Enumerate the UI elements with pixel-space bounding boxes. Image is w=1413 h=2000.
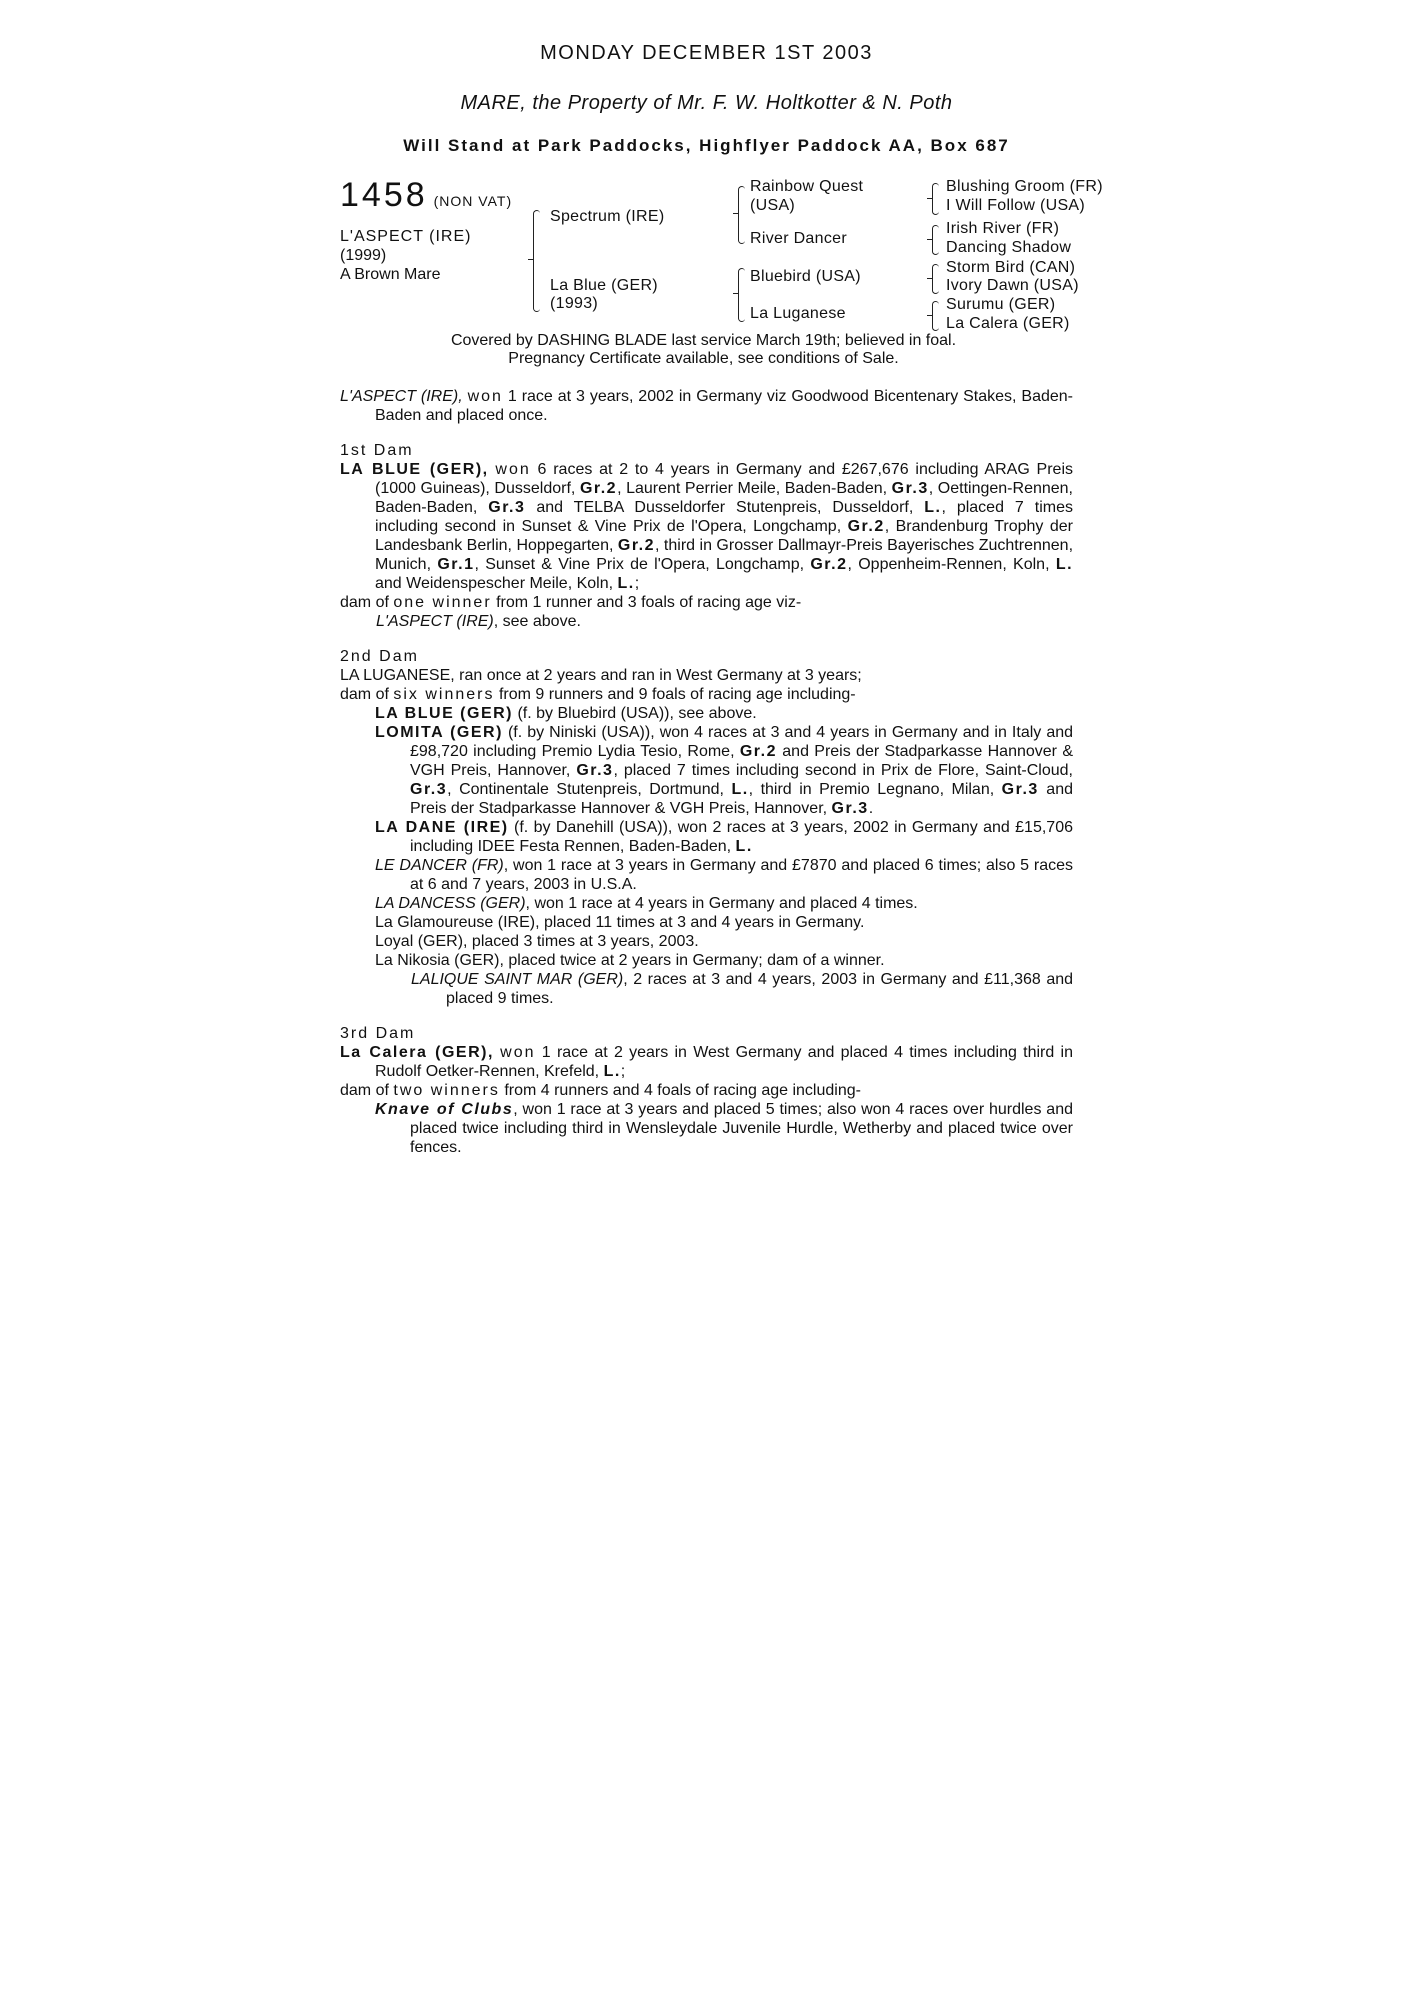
record-text: ; [634, 575, 640, 592]
grade: Gr.1 [437, 556, 475, 573]
dam-dam: La Luganese [750, 305, 846, 322]
foal-text: , 2 races at 3 and 4 years, 2003 in Germany and £11,368 and placed 9 times. [446, 971, 1074, 1007]
foal-text: and Preis der Stadparkasse Hannover & VGH Preis, Hannover, [410, 743, 1073, 779]
brace-sd-point [927, 239, 933, 240]
foal-text: , placed 7 times including second in Prix de Flore, Saint-Cloud, [613, 762, 1073, 779]
dam-sire-dam: Ivory Dawn (USA) [946, 277, 1079, 294]
foal-text: . [868, 800, 874, 817]
brace-sd [932, 225, 939, 255]
foal-name: LALIQUE SAINT MAR (GER) [411, 971, 624, 988]
record-text: , Brandenburg Trophy der Landesbank Berlin, Hoppegarten, [375, 518, 1073, 554]
foal-text: (f. by Bluebird (USA)), see above. [517, 705, 757, 722]
foal-name: Knave of Clubs [375, 1101, 514, 1118]
sale-date: MONDAY DECEMBER 1ST 2003 [540, 42, 873, 64]
grade: Gr.2 [579, 480, 618, 497]
grade: L. [1055, 556, 1074, 573]
grand-foal-entry [340, 970, 1073, 1008]
grade: Gr.2 [810, 556, 848, 573]
dam-sire: Bluebird (USA) [750, 268, 861, 285]
foal-entry: La Glamoureuse (IRE), placed 11 times at 3 and 4 years in Germany. [375, 914, 865, 931]
grade: Gr.3 [831, 800, 869, 817]
record-text: , Laurent Perrier Meile, Baden-Baden, [617, 480, 888, 497]
first-dam-heading: 1st Dam [340, 442, 414, 459]
record-text: 1 race at 2 years in West Germany and placed 4 times including third in Rudolf Oetker-Rennen, Krefeld, [375, 1044, 1073, 1080]
foal-text: , won 1 race at 3 years in Germany and £7870 and placed 6 times; also 5 races at 6 and 7 years, 2003 in U.S.A. [410, 857, 1073, 893]
vat-status: (NON VAT) [433, 193, 513, 209]
foal-text: , won 1 race at 3 years and placed 5 times; also won 4 races over hurdles and placed twice including third in Wensleydale Juvenile Hurdle, Wetherby and placed twice over fences. [410, 1101, 1073, 1156]
property-line: MARE, the Property of Mr. F. W. Holtkotter & N. Poth [460, 92, 953, 114]
lot-number: 1458 [340, 176, 428, 214]
third-dam-paragraph [340, 1043, 1073, 1081]
dam-of-text: dam of [340, 594, 389, 611]
winners-count: one winner [393, 594, 492, 611]
foal-entry: La Nikosia (GER), placed twice at 2 years in Germany; dam of a winner. [375, 952, 885, 969]
horse-year: (1999) [340, 247, 387, 264]
covering-note [340, 332, 1067, 368]
won-word: won [467, 388, 503, 405]
grade: Gr.2 [617, 537, 656, 554]
foal-entry [340, 894, 1073, 913]
foal-text: , third in Premio Legnano, Milan, [748, 781, 995, 798]
certificate-line: Pregnancy Certificate available, see conditions of Sale. [508, 350, 899, 367]
brace-dam [738, 268, 745, 322]
grade: L. [735, 838, 753, 855]
foal-name: LOMITA (GER) [375, 724, 503, 741]
dam-of-text: dam of [340, 686, 389, 703]
horse-description: A Brown Mare [340, 266, 441, 283]
dam-dam-sire: Surumu (GER) [946, 296, 1056, 313]
foal-entry [340, 1100, 1073, 1157]
record-text: , placed 7 times including second in Sunset & Vine Prix de l'Opera, Longchamp, [375, 499, 1073, 535]
third-dam-name: La Calera (GER), [340, 1044, 494, 1061]
stand-location: Will Stand at Park Paddocks, Highflyer Paddock AA, Box 687 [403, 136, 1010, 155]
grade: Gr.3 [488, 499, 526, 516]
sire-sire-sire: Blushing Groom (FR) [946, 178, 1103, 195]
brace-dd [932, 301, 939, 331]
foal-text: , Continentale Stutenpreis, Dortmund, [447, 781, 724, 798]
third-dam-heading: 3rd Dam [340, 1025, 416, 1042]
grade: Gr.3 [891, 480, 929, 497]
grade: L. [924, 499, 942, 516]
won-word: won [500, 1044, 536, 1061]
brace-ds-point [927, 278, 933, 279]
brace-level1 [533, 210, 540, 312]
second-dam-produce [340, 685, 1073, 704]
grade: Gr.3 [576, 762, 614, 779]
foal-entry: Loyal (GER), placed 3 times at 3 years, 2003. [375, 933, 699, 950]
sire-sire: Rainbow Quest [750, 178, 864, 195]
dam-dam-dam: La Calera (GER) [946, 315, 1070, 332]
brace-ss-point [927, 198, 933, 199]
produce-record [340, 387, 1073, 1157]
horse-info [340, 227, 471, 284]
dam-of-text: from 4 runners and 4 foals of racing age including- [504, 1082, 861, 1099]
sire-sire-dam: I Will Follow (USA) [946, 197, 1086, 214]
lot-name-italic: L'ASPECT (IRE), [340, 388, 463, 405]
brace-level1-point [528, 259, 534, 260]
dam-year: (1993) [550, 295, 599, 312]
winners-count: six winners [393, 686, 495, 703]
sire-dam-dam: Dancing Shadow [946, 239, 1072, 256]
record-text: , Oettingen-Rennen, Baden-Baden, [375, 480, 1073, 516]
won-word: won [495, 461, 531, 478]
second-dam-line: LA LUGANESE, ran once at 2 years and ran in West Germany at 3 years; [340, 667, 862, 684]
brace-ds [932, 264, 939, 294]
horse-name: L'ASPECT (IRE) [340, 228, 472, 245]
dam-sire-sire: Storm Bird (CAN) [946, 259, 1076, 276]
dam-of-text: dam of [340, 1082, 389, 1099]
sire-name: Spectrum (IRE) [550, 208, 665, 225]
grade: L. [603, 1063, 621, 1080]
foal-name: L'ASPECT (IRE) [376, 613, 494, 630]
grade: Gr.2 [739, 743, 777, 760]
dam-of-text: from 9 runners and 9 foals of racing age including- [498, 686, 856, 703]
foal-entry [340, 818, 1073, 856]
foal-text: (f. by Niniski (USA)), won 4 races at 3 and 4 years in Germany and in Italy and £98,720 including Premio Lydia Tesio, Rome, [410, 724, 1074, 760]
grade: L. [731, 781, 749, 798]
dam-name: La Blue (GER) [550, 277, 658, 294]
foal-text: (f. by Danehill (USA)), won 2 races at 3 years, 2002 in Germany and £15,706 including IDEE Festa Rennen, Baden-Baden, [410, 819, 1073, 855]
grade: L. [617, 575, 635, 592]
sire-dam: River Dancer [750, 230, 847, 247]
sire-dam-sire: Irish River (FR) [946, 220, 1060, 237]
brace-ss [932, 183, 939, 215]
dam-of-text: from 1 runner and 3 foals of racing age viz- [496, 594, 802, 611]
first-dam-name: LA BLUE (GER), [340, 461, 489, 478]
lot-number-block [340, 176, 512, 215]
first-dam-produce [340, 593, 1073, 612]
second-dam-heading: 2nd Dam [340, 648, 419, 665]
covered-line: Covered by DASHING BLADE last service March 19th; believed in foal. [450, 332, 957, 349]
record-text: 6 races at 2 to 4 years in Germany and £267,676 including ARAG Preis (1000 Guineas), Dusseldorf, [375, 461, 1074, 497]
record-text: and Weidenspescher Meile, Koln, [375, 575, 614, 592]
intro-text: 1 race at 3 years, 2002 in Germany viz Goodwood Bicentenary Stakes, Baden-Baden and placed once. [375, 388, 1073, 424]
foal-entry [340, 704, 1073, 723]
intro-paragraph [340, 387, 1073, 425]
foal-name: LA BLUE (GER) [375, 705, 514, 722]
foal-name: LE DANCER (FR) [375, 857, 504, 874]
brace-dam-point [733, 293, 739, 294]
record-text: , Oppenheim-Rennen, Koln, [847, 556, 1050, 573]
first-dam-paragraph [340, 460, 1073, 593]
foal-entry [340, 723, 1073, 818]
third-dam-produce [340, 1081, 1073, 1100]
record-text: ; [620, 1063, 626, 1080]
grade: Gr.3 [1001, 781, 1039, 798]
foal-name: LA DANE (IRE) [375, 819, 509, 836]
brace-sire-point [733, 213, 739, 214]
record-text: , third in Grosser Dallmayr-Preis Bayerisches Zuchtrennen, Munich, [375, 537, 1074, 573]
record-text: and TELBA Dusseldorfer Stutenpreis, Dusseldorf, [536, 499, 914, 516]
brace-sire [738, 186, 745, 244]
brace-dd-point [927, 315, 933, 316]
record-text: , Sunset & Vine Prix de l'Opera, Longchamp, [474, 556, 805, 573]
grade: Gr.2 [847, 518, 885, 535]
grade: Gr.3 [410, 781, 448, 798]
foal-text: , won 1 race at 4 years in Germany and placed 4 times. [525, 895, 918, 912]
foal-text: and Preis der Stadparkasse Hannover & VGH Preis, Hannover, [410, 781, 1073, 817]
winners-count: two winners [393, 1082, 500, 1099]
foal-entry [340, 856, 1073, 894]
foal-name: LA DANCESS (GER) [375, 895, 526, 912]
sire-sire-country: (USA) [750, 197, 796, 214]
foal-text: , see above. [493, 613, 581, 630]
first-dam-foal [340, 612, 1073, 631]
